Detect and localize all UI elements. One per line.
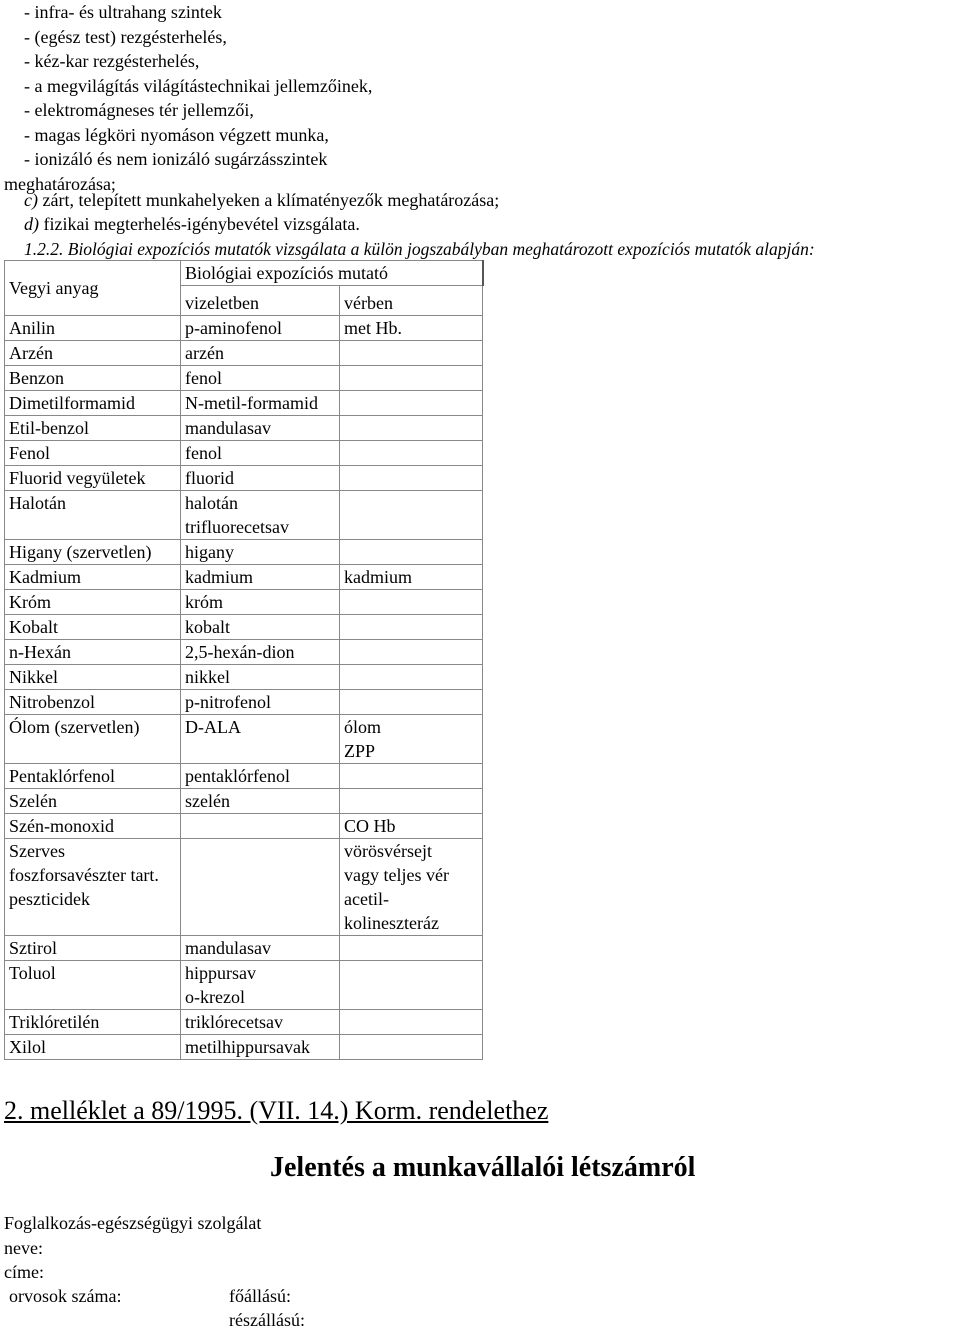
cell-urine: D-ALA [181,715,340,764]
service-label: Foglalkozás-egészségügyi szolgálat [4,1213,262,1233]
table-row [5,416,483,441]
cell-urine: fenol [181,441,340,466]
fulltime-label: főállású: [229,1286,291,1306]
cell-blood [340,690,483,715]
cell-substance: Anilin [5,316,181,341]
intro-line: - infra- és ultrahang szintek [24,2,222,22]
cell-substance: Szelén [5,789,181,814]
table-row [5,715,483,764]
cell-blood [340,1010,483,1035]
cell-urine: fluorid [181,466,340,491]
table-row [5,936,483,961]
cell-urine: p-aminofenol [181,316,340,341]
cell-blood [340,1035,483,1060]
table-row [5,565,483,590]
cell-blood [340,615,483,640]
cell-blood: vörösvérsejt vagy teljes vér acetil- kolineszteráz [340,839,483,936]
table-row [5,1010,483,1035]
cell-substance: Kobalt [5,615,181,640]
cell-blood [340,789,483,814]
intro-line: - (egész test) rezgésterhelés, [24,26,227,47]
cell-substance: Halotán [5,491,181,540]
cell-substance: Arzén [5,341,181,366]
cell-urine [181,814,340,839]
name-label: neve: [4,1238,43,1258]
cell-urine: fenol [181,366,340,391]
intro-line: - elektromágneses tér jellemzői, [24,100,254,120]
cell-substance: Etil-benzol [5,416,181,441]
cell-urine [181,839,340,936]
item-d [24,212,360,236]
cell-blood [340,391,483,416]
item-d-label: d) [24,214,39,234]
intro-line: - kéz-kar rezgésterhelés, [24,51,200,71]
cell-blood: met Hb. [340,316,483,341]
cell-blood [340,961,483,1010]
doctors-count-label: orvosok száma: [9,1286,122,1306]
cell-blood [340,341,483,366]
item-c-text: zárt, telepített munkahelyeken a klímatényezők meghatározása; [37,190,500,210]
col-header-substance: Vegyi anyag [5,261,181,316]
intro-line: meghatározása; [4,173,116,194]
section-heading [24,237,815,261]
cell-substance: Pentaklórfenol [5,764,181,789]
cell-substance: Toluol [5,961,181,1010]
cell-urine: mandulasav [181,936,340,961]
cell-urine: 2,5-hexán-dion [181,640,340,665]
table-row [5,640,483,665]
table-row [5,1035,483,1060]
report-title: Jelentés a munkavállalói létszámról [270,1152,696,1183]
parttime-label: részállású: [229,1310,305,1330]
cell-substance: Dimetilformamid [5,391,181,416]
section-text: Biológiai expozíciós mutatók vizsgálata a külön jogszabályban meghatározott expozíciós mutatók alapján: [63,239,815,259]
table-row [5,615,483,640]
cell-blood: CO Hb [340,814,483,839]
cell-blood [340,466,483,491]
cell-urine: N-metil-formamid [181,391,340,416]
cell-urine: hippursav o-krezol [181,961,340,1010]
table-row [5,441,483,466]
cell-substance: Króm [5,590,181,615]
table-row [5,391,483,416]
cell-blood [340,540,483,565]
table-row [5,316,483,341]
table-row [5,366,483,391]
annex-heading: 2. melléklet a 89/1995. (VII. 14.) Korm. rendelethez [4,1096,549,1125]
cell-urine: kadmium [181,565,340,590]
cell-urine: higany [181,540,340,565]
table-row [5,789,483,814]
table-body [5,316,483,1060]
table-row [5,961,483,1010]
cell-blood [340,441,483,466]
cell-blood: ólom ZPP [340,715,483,764]
table-row [5,839,483,936]
cell-blood [340,590,483,615]
table-row [5,814,483,839]
table-row [5,665,483,690]
section-number: 1.2.2. [24,239,64,259]
table-row [5,491,483,540]
cell-urine: metilhippursavak [181,1035,340,1060]
item-d-text: fizikai megterhelés-igénybevétel vizsgálata. [39,214,360,234]
cell-substance: Szerves foszforsavészter tart. peszticidek [5,839,181,936]
table-row [5,540,483,565]
cell-urine: p-nitrofenol [181,690,340,715]
cell-substance: Triklóretilén [5,1010,181,1035]
table-row [5,590,483,615]
cell-substance: Szén-monoxid [5,814,181,839]
cell-urine: kobalt [181,615,340,640]
table-row [5,764,483,789]
table-row [5,690,483,715]
cell-blood [340,416,483,441]
col-header-blood: vérben [340,286,483,316]
cell-substance: Fenol [5,441,181,466]
cell-blood [340,491,483,540]
cell-urine: pentaklórfenol [181,764,340,789]
cell-substance: n-Hexán [5,640,181,665]
cell-blood [340,764,483,789]
cell-blood: kadmium [340,565,483,590]
cell-urine: halotán trifluorecetsav [181,491,340,540]
cell-urine: króm [181,590,340,615]
cell-urine: triklórecetsav [181,1010,340,1035]
cell-substance: Nikkel [5,665,181,690]
col-header-urine: vizeletben [181,286,340,316]
cell-substance: Nitrobenzol [5,690,181,715]
address-label: címe: [4,1262,44,1282]
intro-line: - magas légköri nyomáson végzett munka, [24,124,329,145]
cell-substance: Higany (szervetlen) [5,540,181,565]
cell-blood [340,665,483,690]
cell-substance: Sztirol [5,936,181,961]
cell-substance: Fluorid vegyületek [5,466,181,491]
cell-blood [340,640,483,665]
table-row [5,341,483,366]
cell-blood [340,366,483,391]
cell-substance: Xilol [5,1035,181,1060]
cell-blood [340,936,483,961]
cell-urine: mandulasav [181,416,340,441]
item-c-label: c) [24,190,38,210]
cell-substance: Benzon [5,366,181,391]
group-header-indicator: Biológiai expozíciós mutató [181,261,483,286]
cell-substance: Kadmium [5,565,181,590]
cell-substance: Ólom (szervetlen) [5,715,181,764]
cell-urine: nikkel [181,665,340,690]
intro-line: - ionizáló és nem ionizáló sugárzásszintek [24,149,328,169]
cell-urine: szelén [181,789,340,814]
item-c [24,188,499,212]
intro-line: - a megvilágítás világítástechnikai jellemzőinek, [24,75,373,96]
cell-urine: arzén [181,341,340,366]
table-row [5,466,483,491]
biological-exposure-table [4,260,484,1060]
